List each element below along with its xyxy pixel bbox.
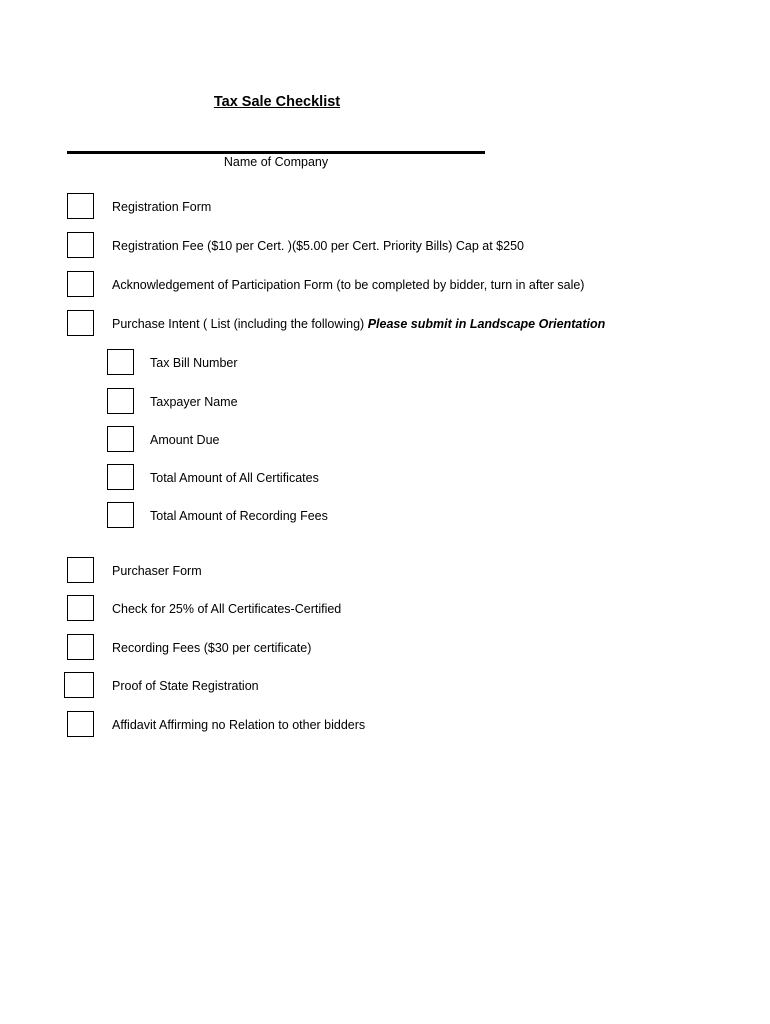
checkbox[interactable]: [67, 271, 94, 297]
checklist-item: [0, 271, 770, 299]
checklist-item: [0, 193, 770, 221]
checkbox[interactable]: [64, 672, 94, 698]
checklist-item-label: Recording Fees ($30 per certificate): [112, 641, 312, 655]
checklist-subitem-label: Total Amount of Recording Fees: [150, 509, 328, 523]
checklist-item-label: Affidavit Affirming no Relation to other bidders: [112, 718, 366, 732]
checklist-subitem: [0, 464, 770, 492]
checklist-item: [0, 310, 770, 338]
checkbox[interactable]: [67, 557, 94, 583]
checkbox[interactable]: [67, 193, 94, 219]
checkbox[interactable]: [67, 232, 94, 258]
checklist-item-label: Purchaser Form: [112, 564, 202, 578]
checklist-item-label: Check for 25% of All Certificates-Certified: [112, 602, 342, 616]
checklist-item: [0, 232, 770, 260]
checklist-item: [0, 634, 770, 662]
checkbox[interactable]: [67, 310, 94, 336]
checklist-item-label: Proof of State Registration: [112, 679, 259, 693]
checklist-item: [0, 711, 770, 739]
checklist-subitem: [0, 349, 770, 377]
checklist-item: [0, 557, 770, 585]
checklist-subitem: [0, 426, 770, 454]
checkbox[interactable]: [67, 595, 94, 621]
checklist-subitem: [0, 502, 770, 530]
purchase-intent-text: Purchase Intent ( List (including the following): [112, 317, 368, 331]
company-name-line[interactable]: [67, 151, 485, 154]
checkbox[interactable]: [67, 711, 94, 737]
checkbox[interactable]: [107, 426, 134, 452]
landscape-note: Please submit in Landscape Orientation: [367, 317, 606, 331]
checklist-subitem-label: Tax Bill Number: [150, 356, 238, 370]
checkbox[interactable]: [67, 634, 94, 660]
company-name-label: Name of Company: [223, 155, 329, 169]
checklist-item-label: Registration Fee ($10 per Cert. )($5.00 per Cert. Priority Bills) Cap at $250: [112, 239, 524, 253]
checklist-item: [0, 672, 770, 700]
checklist-item: [0, 595, 770, 623]
checklist-subitem: [0, 388, 770, 416]
checkbox[interactable]: [107, 388, 134, 414]
checklist-item-label: [112, 317, 605, 331]
page-title: Tax Sale Checklist: [213, 94, 341, 110]
checkbox[interactable]: [107, 349, 134, 375]
checklist-item-label: Acknowledgement of Participation Form (to be completed by bidder, turn in after sale): [112, 278, 585, 292]
checklist-subitem-label: Taxpayer Name: [150, 395, 238, 409]
checklist-item-label: Registration Form: [112, 200, 212, 214]
checkbox[interactable]: [107, 464, 134, 490]
checkbox[interactable]: [107, 502, 134, 528]
checklist-subitem-label: Amount Due: [150, 433, 220, 447]
checklist-subitem-label: Total Amount of All Certificates: [150, 471, 319, 485]
